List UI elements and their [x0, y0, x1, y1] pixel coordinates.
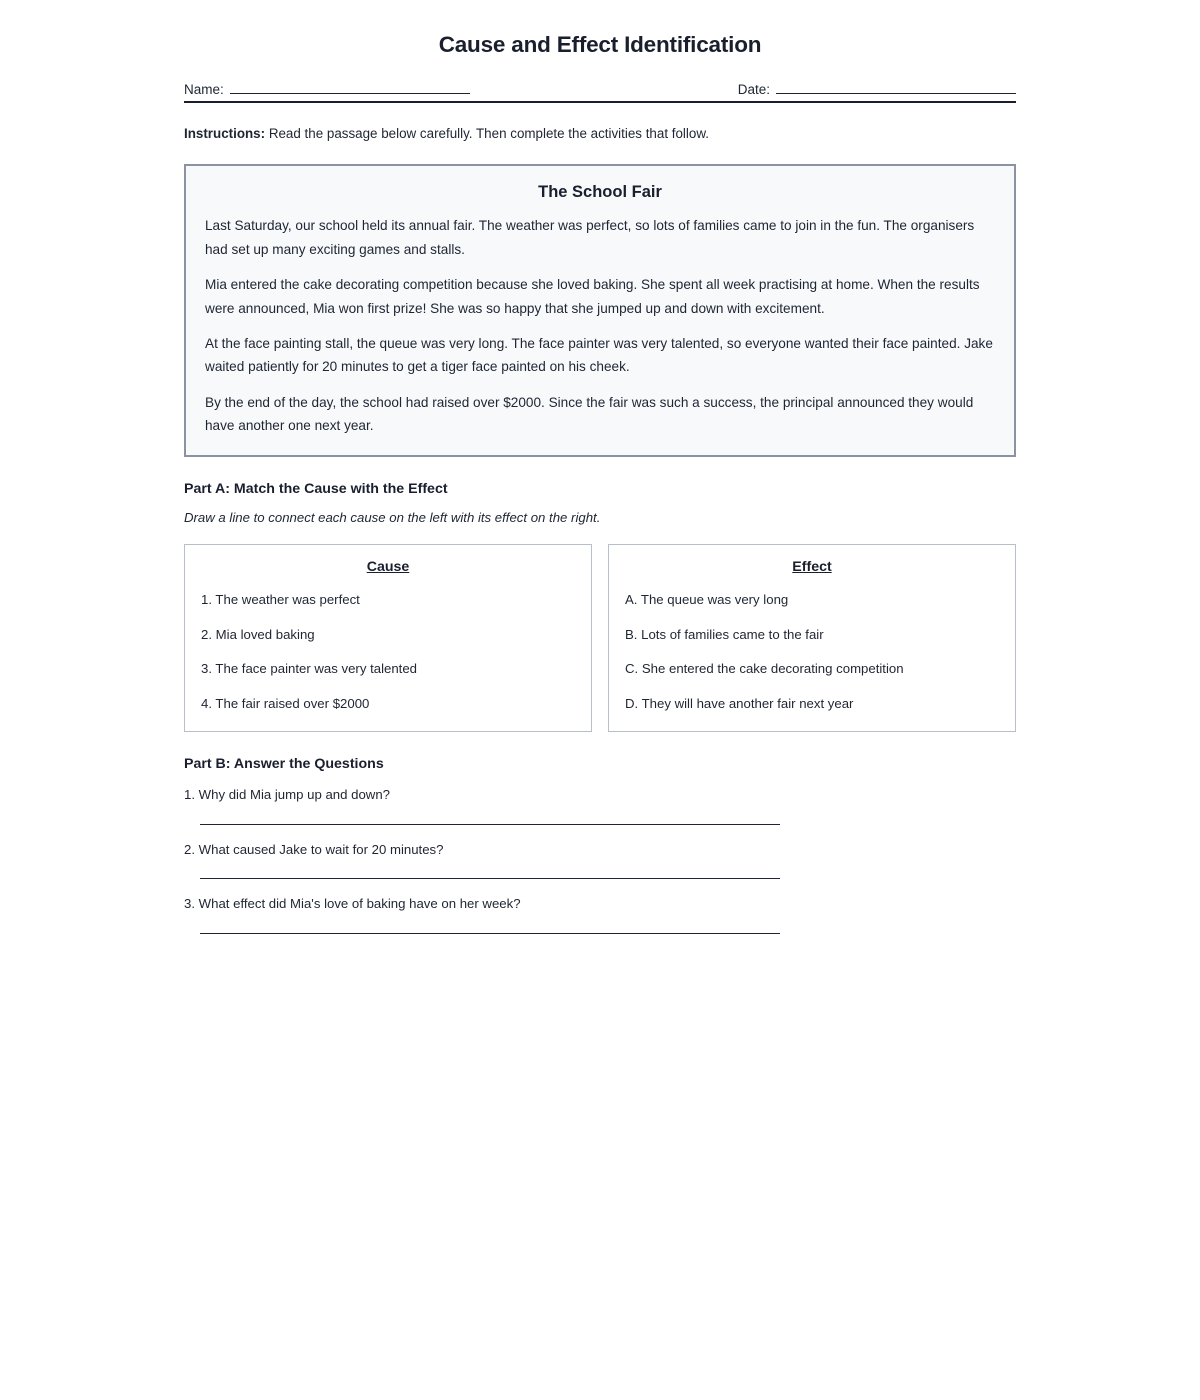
passage-title: The School Fair [538, 183, 662, 202]
header-divider [184, 101, 1016, 103]
match-columns [184, 544, 1016, 732]
part-b-questions [184, 786, 1016, 933]
part-a-heading: Part A: Match the Cause with the Effect [184, 481, 448, 498]
list-item[interactable]: C. She entered the cake decorating competition [625, 661, 904, 677]
instructions-line [184, 124, 1016, 143]
name-input-rule[interactable] [230, 81, 470, 94]
question-text: 2. What caused Jake to wait for 20 minutes? [184, 841, 444, 857]
worksheet-content [184, 0, 1016, 934]
list-item[interactable]: 3. The face painter was very talented [201, 661, 418, 677]
answer-line[interactable] [200, 824, 780, 825]
passage-paragraph: Last Saturday, our school held its annual fair. The weather was perfect, so lots of families came to join in the fun. The organisers had set up many exciting games and stalls. [205, 218, 975, 257]
page-title: Cause and Effect Identification [438, 32, 762, 57]
passage-paragraph: By the end of the day, the school had raised over $2000. Since the fair was such a success, the principal announced they would have another one next year. [205, 394, 974, 434]
date-label: Date: [737, 82, 770, 97]
question-text: 3. What effect did Mia's love of baking have on her week? [184, 896, 521, 912]
cause-column-title: Cause [366, 559, 410, 576]
list-item[interactable]: D. They will have another fair next year [625, 695, 854, 711]
part-b-heading: Part B: Answer the Questions [184, 756, 384, 773]
list-item[interactable]: 2. Mia loved baking [201, 626, 315, 642]
date-input-rule[interactable] [776, 81, 1016, 94]
list-item[interactable]: A. The queue was very long [625, 592, 789, 608]
date-field[interactable] [738, 81, 1016, 97]
list-item[interactable]: B. Lots of families came to the fair [625, 626, 824, 642]
name-label: Name: [184, 82, 224, 97]
passage-box [184, 164, 1016, 457]
cause-column [184, 544, 592, 732]
instructions-label: Instructions: [184, 126, 266, 141]
question-text: 1. Why did Mia jump up and down? [184, 787, 390, 803]
question-block [184, 895, 1016, 933]
instructions-text: Read the passage below carefully. Then complete the activities that follow. [265, 126, 709, 141]
passage-paragraph: At the face painting stall, the queue was very long. The face painter was very talented, so everyone wanted their face painted. Jake waited patiently for 20 minutes to get a tiger face painted on his cheek. [205, 335, 993, 375]
effect-column [608, 544, 1016, 732]
question-block [184, 786, 1016, 824]
question-block [184, 841, 1016, 879]
name-field[interactable] [184, 81, 470, 97]
passage-paragraph: Mia entered the cake decorating competition because she loved baking. She spent all week practising at home. When the results were announced, Mia won first prize! She was so happy that she jumped up and down with excitement. [205, 277, 980, 316]
answer-line[interactable] [200, 933, 780, 934]
list-item[interactable]: 4. The fair raised over $2000 [201, 695, 370, 711]
answer-line[interactable] [200, 878, 780, 879]
list-item[interactable]: 1. The weather was perfect [201, 592, 360, 608]
part-a-subnote: Draw a line to connect each cause on the left with its effect on the right. [184, 510, 601, 526]
name-date-row [184, 81, 1016, 97]
effect-column-title: Effect [792, 559, 832, 576]
